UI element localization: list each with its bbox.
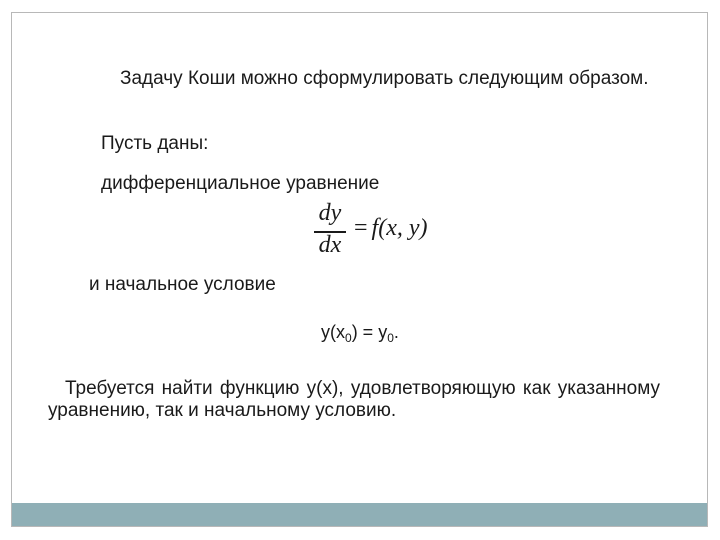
- initial-condition-label: и начальное условие: [89, 274, 276, 295]
- fraction-denominator: dx: [318, 232, 342, 258]
- footer-bar: [12, 503, 707, 526]
- equals-sign: =: [354, 215, 368, 241]
- initial-condition-expression: [321, 321, 399, 343]
- equation-rhs: [354, 215, 428, 242]
- intro-paragraph: Задачу Коши можно сформулировать следующим образом.: [120, 68, 649, 89]
- given-label: Пусть даны:: [101, 133, 209, 154]
- diffeq-label: дифференциальное уравнение: [101, 173, 380, 194]
- cond-mid: ) = y: [351, 322, 388, 342]
- fraction-numerator: dy: [318, 200, 342, 226]
- rhs-function: f(x, y): [371, 215, 428, 241]
- cond-rhs-subscript: 0: [387, 331, 394, 345]
- requirement-paragraph: Требуется найти функцию y(x), удовлетворяющую как указанному уравнению, так и начальному условию.: [48, 378, 660, 421]
- cond-end: .: [393, 322, 399, 342]
- cond-lhs-subscript: 0: [345, 331, 352, 345]
- cond-lhs-func: y(x: [321, 322, 345, 342]
